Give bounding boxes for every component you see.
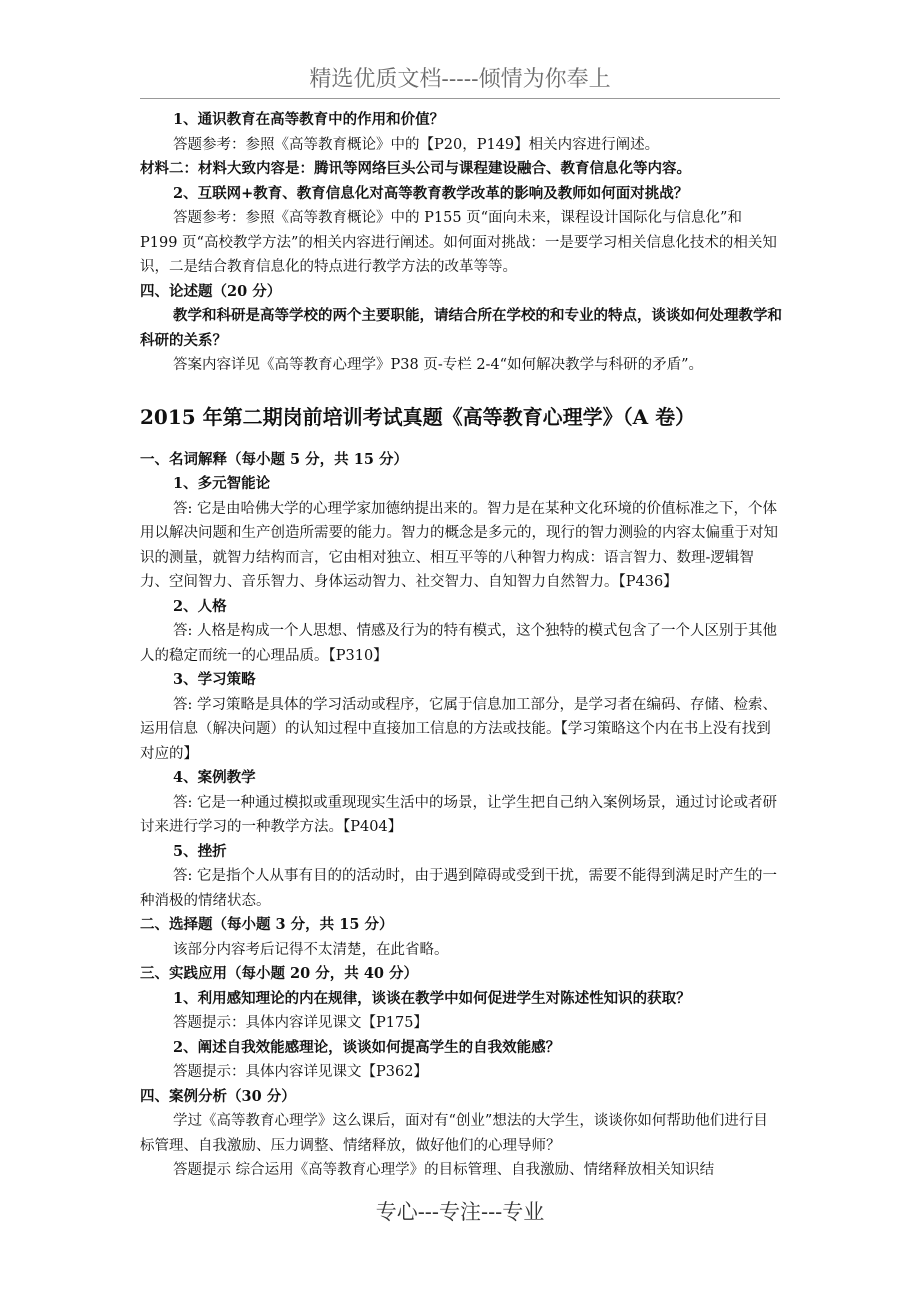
term-2: 2、人格 — [173, 597, 227, 615]
term-1: 1、多元智能论 — [173, 475, 271, 492]
material-2: 材料二：材料大致内容是：腾讯等网络巨头公司与课程建设融合、教育信息化等内容。 — [140, 160, 691, 177]
page-header: 精选优质文档-----倾情为你奉上 — [309, 67, 611, 92]
term-1-answer: 答: 它是由哈佛大学的心理学家加德纳提出来的。智力是在某种文化环境的价值标准之下，个体用以解决问题和生产创造所需要的能力。智力的概念是多元的，现行的智力测验的内容太偏重于对知识的测量，就智力结构而言，它由相对独立、相互平等的八种智力构成：语言智力、数理-逻辑智力、空间智力、音乐智力、身体运动智力、社交智力、自知智力自然智力。【P436】 — [140, 500, 778, 590]
term-3: 3、学习策略 — [173, 671, 256, 688]
term-2-answer: 答: 人格是构成一个人思想、情感及行为的特有模式，这个独特的模式包含了一个人区别于其他人的稳定而统一的心理品质。【P310】 — [140, 623, 777, 664]
top-question-2: 2、互联网+教育、教育信息化对高等教育教学改革的影响及教师如何面对挑战？ — [173, 184, 689, 202]
top-question-1: 1、通识教育在高等教育中的作用和价值？ — [173, 111, 445, 128]
section-3-heading: 三、实践应用（每小题 20 分，共 40 分） — [140, 965, 419, 982]
top-answer-1: 答题参考：参照《高等教育概论》中的【P20，P149】相关内容进行阐述。 — [173, 136, 660, 153]
case-hint: 答题提示 综合运用《高等教育心理学》的目标管理、自我激励、情绪释放相关知识结 — [173, 1162, 715, 1178]
practice-hint-1: 答题提示：具体内容详见课文【P175】 — [173, 1015, 428, 1031]
section-1-heading: 一、名词解释（每小题 5 分，共 15 分） — [140, 450, 408, 468]
practice-hint-2: 答题提示：具体内容详见课文【P362】 — [173, 1064, 428, 1080]
exam-title: 2015 年第二期岗前培训考试真题《高等教育心理学》（A 卷） — [140, 404, 696, 429]
section-2-heading: 二、选择题（每小题 3 分，共 15 分） — [140, 916, 394, 933]
section-4-heading: 四、案例分析（30 分） — [140, 1087, 296, 1105]
essay-answer: 答案内容详见《高等教育心理学》P38 页-专栏 2-4“如何解决教学与科研的矛盾”。 — [173, 357, 703, 373]
page-footer: 专心---专注---专业 — [375, 1200, 545, 1224]
term-5: 5、挫折 — [173, 842, 227, 860]
header-rule — [140, 98, 780, 99]
essay-question: 教学和科研是高等学校的两个主要职能，请结合所在学校的和专业的特点，谈谈如何处理教学和科研的关系？ — [140, 307, 782, 349]
practice-question-1: 1、利用感知理论的内在规律，谈谈在教学中如何促进学生对陈述性知识的获取？ — [173, 989, 691, 1007]
term-4-answer: 答: 它是一种通过模拟或重现现实生活中的场景，让学生把自己纳入案例场景，通过讨论或者研讨来进行学习的一种教学方法。【P404】 — [140, 794, 777, 835]
essay-heading: 四、论述题（20 分） — [140, 282, 282, 300]
case-question: 学过《高等教育心理学》这么课后，面对有“创业”想法的大学生，谈谈你如何帮助他们进行目标管理、自我激励、压力调整、情绪释放，做好他们的心理导师？ — [140, 1113, 768, 1154]
term-4: 4、案例教学 — [173, 769, 256, 786]
document-body — [140, 108, 782, 1183]
term-5-answer: 答: 它是指个人从事有目的的活动时，由于遇到障碍或受到干扰，需要不能得到满足时产生的一种消极的情绪状态。 — [140, 868, 777, 909]
term-3-answer: 答: 学习策略是具体的学习活动或程序，它属于信息加工部分，是学习者在编码、存储、检索、运用信息（解决问题）的认知过程中直接加工信息的方法或技能。【学习策略这个内在书上没有找到对应的】 — [140, 696, 777, 762]
top-answer-2: 答题参考：参照《高等教育概论》中的 P155 页“面向未来，课程设计国际化与信息化”和 P199 页“高校教学方法”的相关内容进行阐述。如何面对挑战：一是要学习相关信息化技术的相关知识，二是结合教育信息化的特点进行教学方法的改革等等。 — [140, 210, 777, 275]
practice-question-2: 2、阐述自我效能感理论，谈谈如何提高学生的自我效能感？ — [173, 1038, 561, 1056]
section-2-note: 该部分内容考后记得不太清楚，在此省略。 — [173, 941, 449, 958]
